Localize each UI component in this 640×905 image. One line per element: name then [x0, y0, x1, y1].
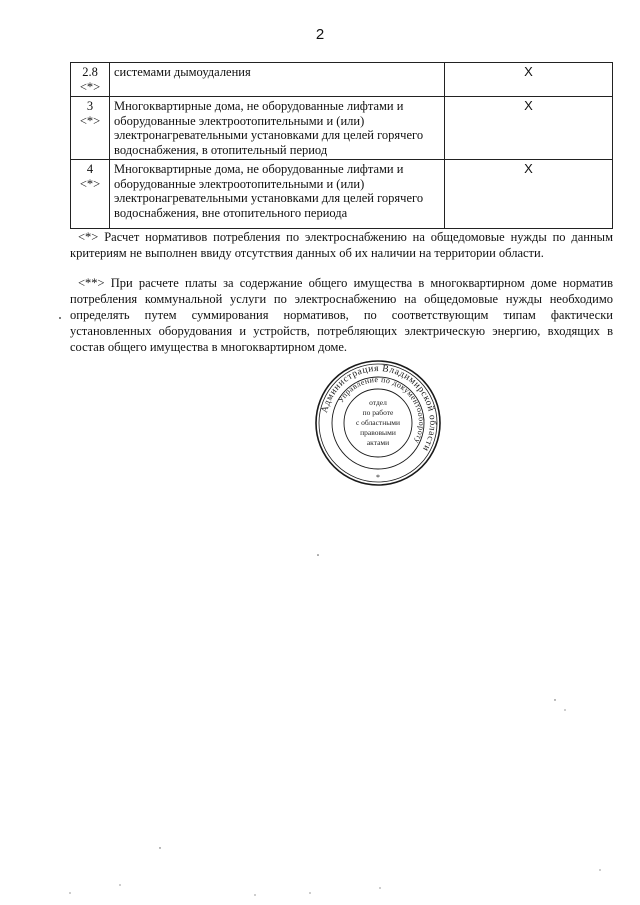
row-description: Многоквартирные дома, не оборудованные лифтами и оборудованные электроотопительными и (или) электронагревательными установками для целей горячего водоснабжения, в отопительный период — [110, 97, 445, 160]
stamp-outer-text: Администрация Владимирской области — [320, 363, 438, 453]
row-number: 3 — [86, 99, 94, 113]
stamp-center-line: с областными — [355, 418, 401, 427]
row-number-cell — [71, 160, 110, 229]
row-number: 4 — [86, 162, 94, 176]
stamp-center-line: актами — [366, 438, 390, 447]
row-description: Многоквартирные дома, не оборудованные лифтами и оборудованные электроотопительными и (или) электронагревательными установками для целей горячего водоснабжения, вне отопительного периода — [110, 160, 445, 229]
row-mark: X — [445, 97, 613, 160]
stamp-inner-text: Управление по документообороту — [336, 374, 427, 446]
row-footnote-ref: <*> — [79, 113, 101, 128]
row-mark: X — [445, 160, 613, 229]
stamp-center-line: по работе — [362, 408, 394, 417]
stamp-star-icon: * — [376, 473, 380, 482]
official-stamp — [313, 358, 443, 488]
row-number-cell — [71, 63, 110, 97]
footnote-single-asterisk: <*> Расчет нормативов потребления по электроснабжению на общедомовые нужды по данным критериям не выполнен ввиду отсутствия данных об их наличии на территории области. — [70, 230, 613, 260]
row-description: системами дымоудаления — [110, 63, 445, 97]
footnote-double-asterisk: <**> При расчете платы за содержание общего имущества в многоквартирном доме норматив потребления коммунальной услуги по электроснабжению на общедомовые нужды необходимо определять путем суммирования нормативов, по соответствующим типам фактически установленных оборудования и устройств, потребляющих электрическую энергию, входящих в состав общего имущества в многоквартирном доме. — [70, 276, 613, 354]
row-mark: X — [445, 63, 613, 97]
row-footnote-ref: <*> — [79, 176, 101, 191]
stamp-center-line: правовыми — [360, 428, 396, 437]
table-row — [71, 160, 613, 229]
stamp-center-text — [356, 398, 400, 447]
row-footnote-ref: <*> — [79, 79, 101, 94]
page-number: 2 — [315, 26, 325, 43]
table-row — [71, 63, 613, 97]
row-number-cell — [71, 97, 110, 160]
norms-table — [70, 62, 613, 229]
row-number: 2.8 — [82, 65, 98, 79]
table-row — [71, 97, 613, 160]
stamp-center-line: отдел — [369, 398, 387, 407]
